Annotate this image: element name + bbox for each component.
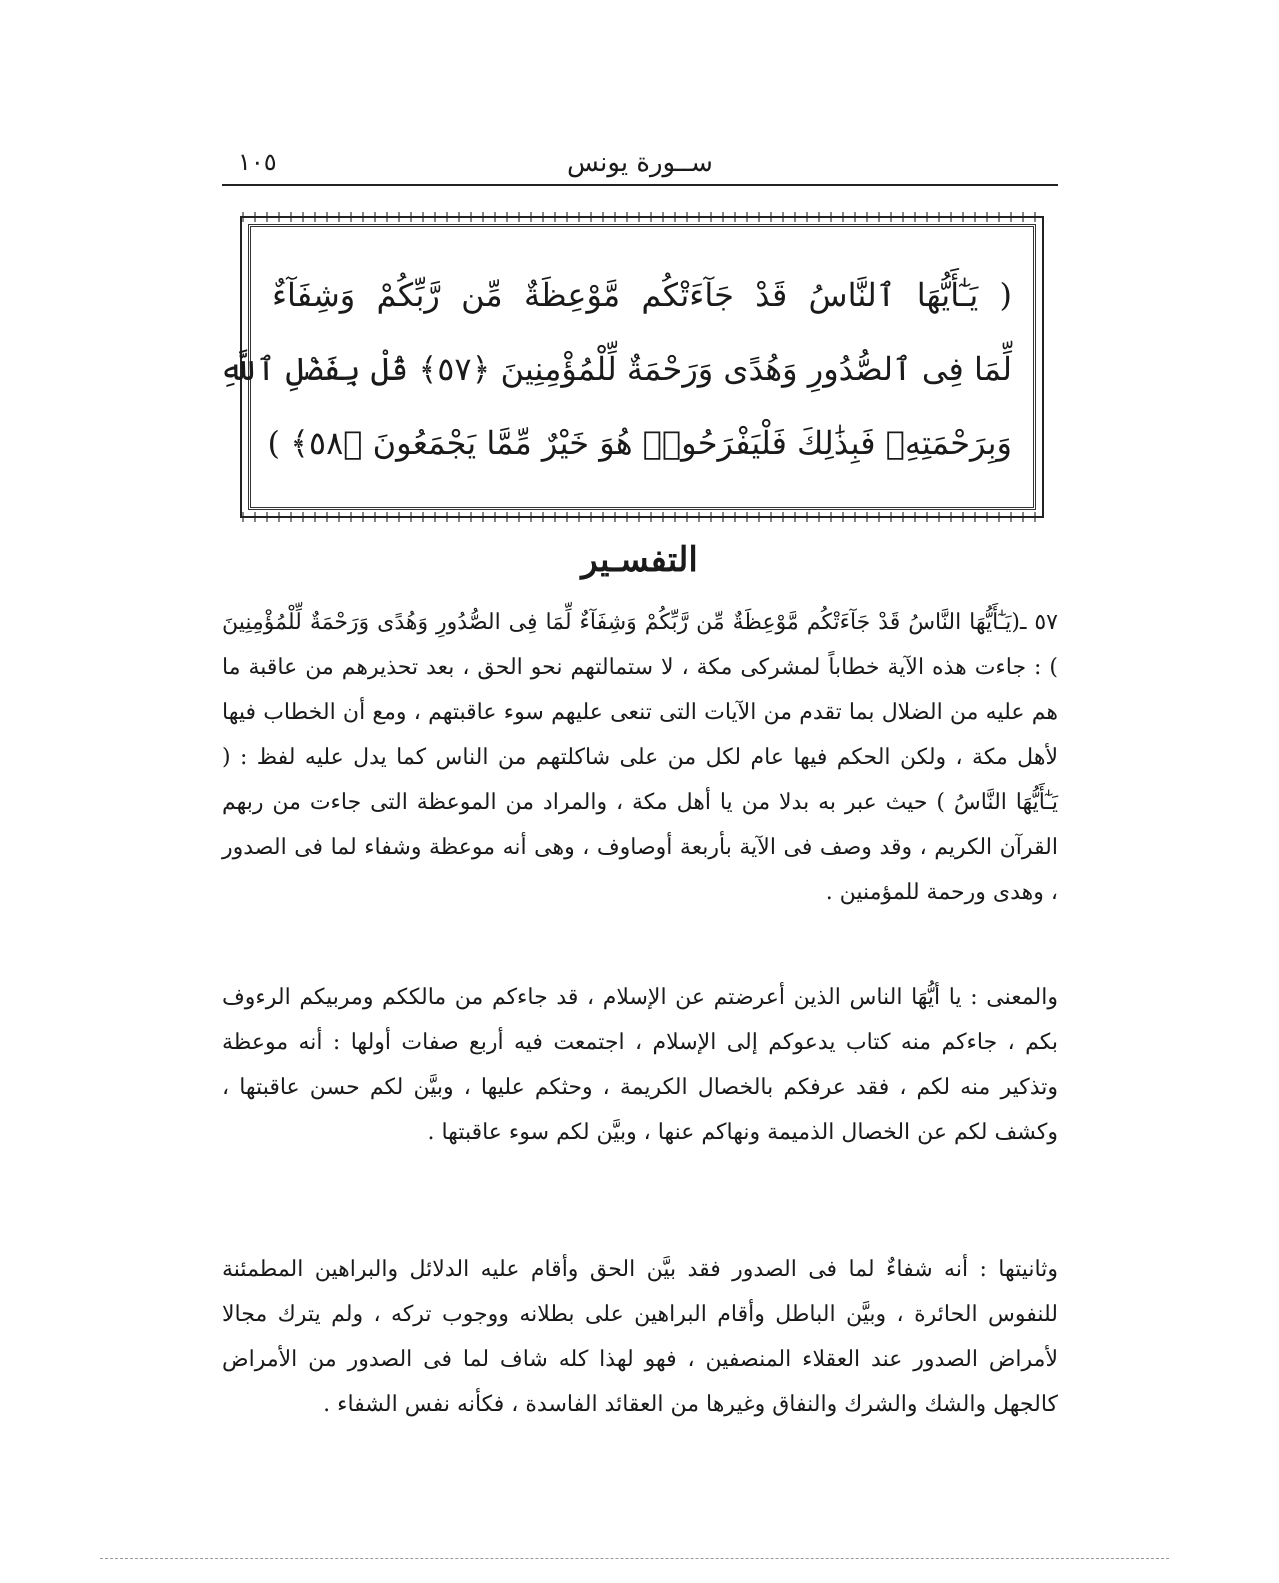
section-heading-text: التفسـير — [581, 540, 698, 580]
ornament-border-top — [242, 212, 1042, 222]
verse-line: لِّمَا فِى ٱلصُّدُورِ وَهُدًى وَرَحْمَةٌ لِّلْمُؤْمِنِينَ ﴿٥٧﴾ قُلْ بِفَضْلِ ٱللَّهِ — [219, 350, 1012, 388]
tafsir-paragraph: والمعنى : يا أيُّهَا الناس الذين أعرضتم عن الإسلام ، قد جاءكم من مالككم ومربيكم الرءوف بكم ، جاءكم منه كتاب يدعوكم إلى الإسلام ، اجتمعت فيه أربع صفات أولها : أنه موعظة وتذكير منه لكم ، فقد عرفكم بالخصال الكريمة ، وحثكم عليها ، وبيَّن لكم حسن عاقبتها ، وكشف لكم عن الخصال الذميمة ونهاكم عنها ، وبيَّن لكم سوء عاقبتها . — [222, 985, 1058, 1145]
page-header — [222, 140, 1058, 186]
section-heading — [0, 540, 1279, 582]
verse-line: ( يَـٰٓأَيُّهَا ٱلنَّاسُ قَدْ جَآءَتْكُم مَّوْعِظَةٌ مِّن رَّبِّكُمْ وَشِفَآءٌ — [272, 276, 1012, 314]
surah-title: ســورة يونس — [567, 148, 713, 178]
tafsir-paragraph: وثانيتها : أنه شفاءٌ لما فى الصدور فقد بيَّن الحق وأقام عليه الدلائل والبراهين المطمئنة للنفوس الحائرة ، وبيَّن الباطل وأقام البراهين على بطلانه ووجوب تركه ، ولم يترك مجالا لأمراض الصدور عند العقلاء المنصفين ، فهو لهذا كله شاف لما فى الصدور من الأمراض كالجهل والشك والشرك والنفاق وغيرها من العقائد الفاسدة ، فكأنه نفس الشفاء . — [222, 1257, 1058, 1417]
verse-frame — [219, 216, 1044, 518]
tafsir-paragraph: ٥٧ ـ(يَـٰٓأَيُّهَا النَّاسُ قَدْ جَآءَتْكُم مَّوْعِظَةٌ مِّن رَّبِّكُمْ وَشِفَآءٌ لِّمَا فِى الصُّدُورِ وَهُدًى وَرَحْمَةٌ لِّلْمُؤْمِنِينَ ) : جاءت هذه الآية خطاباً لمشركى مكة ، لا ستمالتهم نحو الحق ، بعد تحذيرهم من عاقبة ما هم عليه من الضلال بما تقدم من الآيات التى تنعى عليهم سوء عاقبتهم ، ومع أن الخطاب فيها لأهل مكة ، ولكن الحكم فيها عام لكل من على شاكلتهم من الناس كما يدل عليه لفظ : ( يَـٰٓأَيُّهَا النَّاسُ ) حيث عبر به بدلا من يا أهل مكة ، والمراد من الموعظة التى جاءت من ربهم القرآن الكريم ، وقد وصف فى الآية بأربعة أوصاوف ، وهى أنه موعظة وشفاء لما فى الصدور ، وهدى ورحمة للمؤمنين . — [222, 610, 1059, 905]
page-number: ١٠٥ — [238, 148, 277, 176]
verse-line: وَبِرَحْمَتِهِۦ فَبِذَٰلِكَ فَلْيَفْرَحُوا۟ هُوَ خَيْرٌ مِّمَّا يَجْمَعُونَ ﴿٥٨﴾ ) — [267, 424, 1012, 462]
ornament-border-bottom — [242, 512, 1042, 522]
verse-text — [219, 258, 1012, 480]
page-bottom-rule — [100, 1558, 1169, 1559]
